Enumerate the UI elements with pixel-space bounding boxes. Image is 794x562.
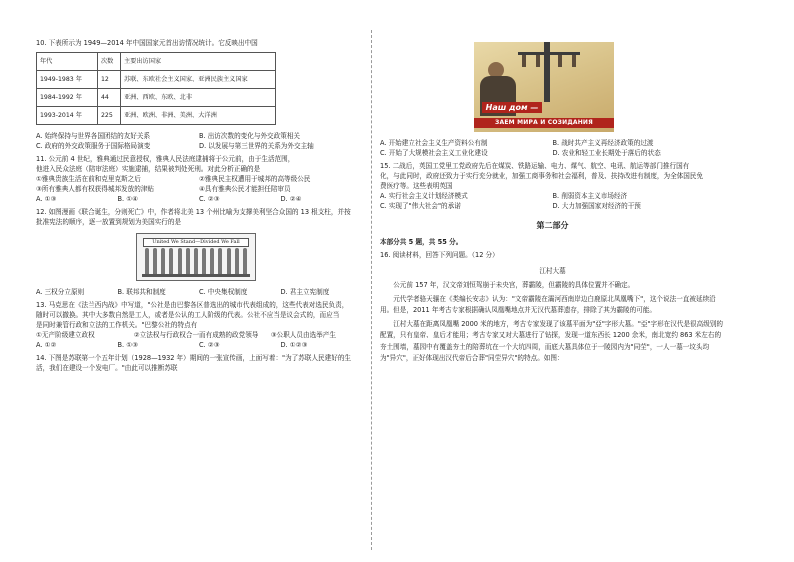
pillar-icon [145,248,149,274]
part2-subtitle: 本部分共 5 题，共 55 分。 [380,238,463,246]
q15-option-d[interactable]: D. 大力加强国家对经济的干预 [552,202,641,210]
q10-option-d[interactable]: D. 以发展与第三世界的关系为外交主轴 [199,142,314,150]
q13-item: ②立法权与行政权合一而有成熟的政党领导 [133,331,259,339]
pillar-icon [235,248,239,274]
q14-option-c[interactable]: C. 开始了大规模社会主义工业化建设 [380,149,488,157]
cartoon-pillars [145,248,247,274]
q11-option-c[interactable]: C. ②③ [199,195,220,203]
q14-options-row [380,138,725,148]
q11-items-row [36,184,362,194]
q11-stem-line: 他进入民众法庭（陪审法庭）实施逮捕，结果被判处死刑。对此分析正确的是 [36,165,261,173]
q16-material-title: 江村大墓 [539,267,566,275]
q11-option-d[interactable]: D. ②④ [280,195,302,203]
insulator-icon [572,55,576,67]
q12-stem-line: 12. 如图漫画《联合诞生，分则死亡》中，作者将北美 13 个州比喻为支撑美利坚合众国的 13 根支柱，并按 [36,208,351,216]
q15-stem-line: 费医疗等。这些表明英国 [380,182,453,190]
q16-paragraph: 公元前 157 年，汉文帝刘恒驾崩于未央宫，葬霸陵，但霸陵的具体位置并不确定。 [393,281,635,289]
table-header-row [37,53,276,71]
table-cell: 亚洲、西欧、东欧、北非 [121,89,276,107]
q16-paragraph: 江村大墓在距离凤凰嘴 2000 米的地方，考古专家发现了该墓平面为"亞"字形大墓。"亞"字形在汉代是很高级别的配置，只有皇帝、皇后才能用；考古专家又对大墓进行了钻探，发现一道东西长 1200 余米，南北宽约 863 米左右的夯土围墙，墓园中有覆盖夯土的陪葬坑在一个大坑四周，而底大墓具体位于一陵园内为"同茔"，一人一墓一坟头均为"异穴"，正好体现出汉代帝后合葬"同茔异穴"的特点。如图： [380,319,724,362]
table-cell: 44 [98,89,121,107]
q11-item: ①雅典贵族生活在前和克里克斯之后 [36,175,141,183]
power-pole-icon [544,42,550,102]
poster-sign-top: Наш дом — [482,102,542,113]
pillar-icon [186,248,190,274]
q11-stem-line: 11. 公元前 4 世纪，雅典通过民意授权，雅典人民法庭逮捕将于公元前，由于生活范围， [36,155,295,163]
left-column [36,38,362,373]
soviet-propaganda-poster [474,42,614,132]
table-row [37,89,276,107]
q16-paragraph: 元代学者骆天骧在《类编长安志》认为："文帝霸陵在灞河西南岸边白鹿原北凤凰嘴下"，这个说法一直被延续沿用。但是，2011 年考古专家根据确认凤凰嘴地点并无汉代墓葬遗存，排除了其为霸陵的可能。 [380,294,716,314]
part2-title: 第二部分 [536,221,569,230]
q13-stem-line: 是同时兼管行政和立法的工作机关。"巴黎公社的特点有 [36,321,198,329]
table-cell: 亚洲、欧洲、非洲、美洲、大洋洲 [121,107,276,125]
insulator-icon [558,55,562,67]
q13-items-row [36,330,362,340]
q14-option-a[interactable]: A. 开始建立社会主义生产资料公有制 [380,139,488,147]
q10-option-b[interactable]: B. 出访次数的变化与外交政策相关 [199,132,301,140]
q13-option-b[interactable]: B. ①③ [117,341,139,349]
q15-option-b[interactable]: B. 削弱资本主义市场经济 [552,192,628,200]
q13-option-d[interactable]: D. ①②③ [280,341,308,349]
pillar-icon [178,248,182,274]
q10-option-a[interactable]: A. 始终保持与世界各国团结的友好关系 [36,132,151,140]
q11-items-row [36,174,362,184]
cartoon-banner: United We Stand—Divided We Fall [143,238,249,247]
q14-options-row [380,148,725,158]
pillar-icon [210,248,214,274]
q15-stem-line: 化，与此同时，政府还致力于实行充分就业，加强工商事务和社会福利，普及、扶持改进有制度，为全体国民免 [380,172,704,180]
q12-option-d[interactable]: D. 君主立宪制度 [280,288,330,296]
q12-options-row [36,287,362,297]
q12-stem-line: 批准宪法的顺序，逐一放置到规划为美国实行的是 [36,218,182,226]
crossbar-icon [518,52,580,55]
q10-options-row [36,141,362,151]
q14-stem-line: 活，我们在建设一个发电厂。"由此可以推断苏联 [36,364,178,372]
q16-stem: 16. 阅读材料，回答下列问题。（12 分） [380,251,499,259]
table-header-cell: 次数 [98,53,121,71]
q14-option-b[interactable]: B. 战时共产主义再经济政策的过渡 [552,139,654,147]
q13-item: ③公职人员由选举产生 [270,331,336,339]
q11-item: ②雅典民主权遭用于城邦的高等级公民 [199,175,311,183]
q10-options-row [36,131,362,141]
pillar-icon [194,248,198,274]
q10-option-c[interactable]: C. 政府的外交政策服务于国际格局演变 [36,142,151,150]
poster-sign-bottom: ЗАЕМ МИРА И СОЗИДАНИЯ [474,118,614,128]
q10-table [36,52,276,125]
q11-item: ③所有雅典人都有权获得城邦发放的津贴 [36,185,155,193]
table-cell: 1993-2014 年 [37,107,98,125]
pillar-icon [218,248,222,274]
pillar-icon [202,248,206,274]
q12-option-a[interactable]: A. 三权分立原则 [36,288,85,296]
q11-option-a[interactable]: A. ①③ [36,195,57,203]
table-row [37,107,276,125]
q15-options-row [380,191,725,201]
united-we-stand-cartoon [136,233,256,281]
q13-item: ①无产阶级建立政权 [36,331,95,339]
q10-stem: 10. 下表所示为 1949—2014 年中国国家元首出访情况统计。它反映出中国 [36,39,258,47]
q14-option-d[interactable]: D. 农业和轻工业长期处于落后的状态 [552,149,661,157]
q11-options-row [36,194,362,204]
table-cell: 苏联、东欧社会主义国家、亚洲民族主义国家 [121,71,276,89]
q15-stem-line: 15. 二战后，英国工党里工党政府先后在煤炭、铁路运输、电力、煤气、航空、电讯、航运等部门推行国有 [380,162,690,170]
q12-option-b[interactable]: B. 联邦共和制度 [117,288,166,296]
q13-option-c[interactable]: C. ②③ [199,341,220,349]
q13-option-a[interactable]: A. ①② [36,341,57,349]
q14-stem-line: 14. 下图是苏联第一个五年计划（1928—1932 年）期间的一张宣传画，上面写着："为了苏联人民建好的生 [36,354,352,362]
table-cell: 1949-1983 年 [37,71,98,89]
q13-options-row [36,340,362,350]
q13-stem-line: 13. 马克思在《法兰西内战》中写道，"公社是由巴黎各区普选出的城市代表组成的，这些代表对选民负责， [36,301,349,309]
q15-options-row [380,201,725,211]
pillar-icon [161,248,165,274]
table-header-cell: 年代 [37,53,98,71]
pillar-icon [227,248,231,274]
pillar-icon [153,248,157,274]
q11-item: ④具有雅典公民才能担任陪审员 [199,185,291,193]
q12-option-c[interactable]: C. 中央集权制度 [199,288,248,296]
table-header-cell: 主要出访国家 [121,53,276,71]
table-cell: 12 [98,71,121,89]
right-column [380,38,725,365]
table-cell: 1984-1992 年 [37,89,98,107]
q15-option-a[interactable]: A. 实行社会主义计划经济模式 [380,192,468,200]
q15-option-c[interactable]: C. 实现了"伟大社会"的承诺 [380,202,461,210]
table-cell: 225 [98,107,121,125]
insulator-icon [536,55,540,67]
table-row [37,71,276,89]
cartoon-base [142,274,250,277]
pillar-icon [243,248,247,274]
q11-option-b[interactable]: B. ①④ [117,195,139,203]
column-divider [371,30,372,550]
pillar-icon [169,248,173,274]
insulator-icon [522,55,526,67]
q13-stem-line: 随时可以撤换。其中大多数自然是工人，或者是公认的工人阶级的代表。公社不应当是议会式的，而应当 [36,311,340,319]
